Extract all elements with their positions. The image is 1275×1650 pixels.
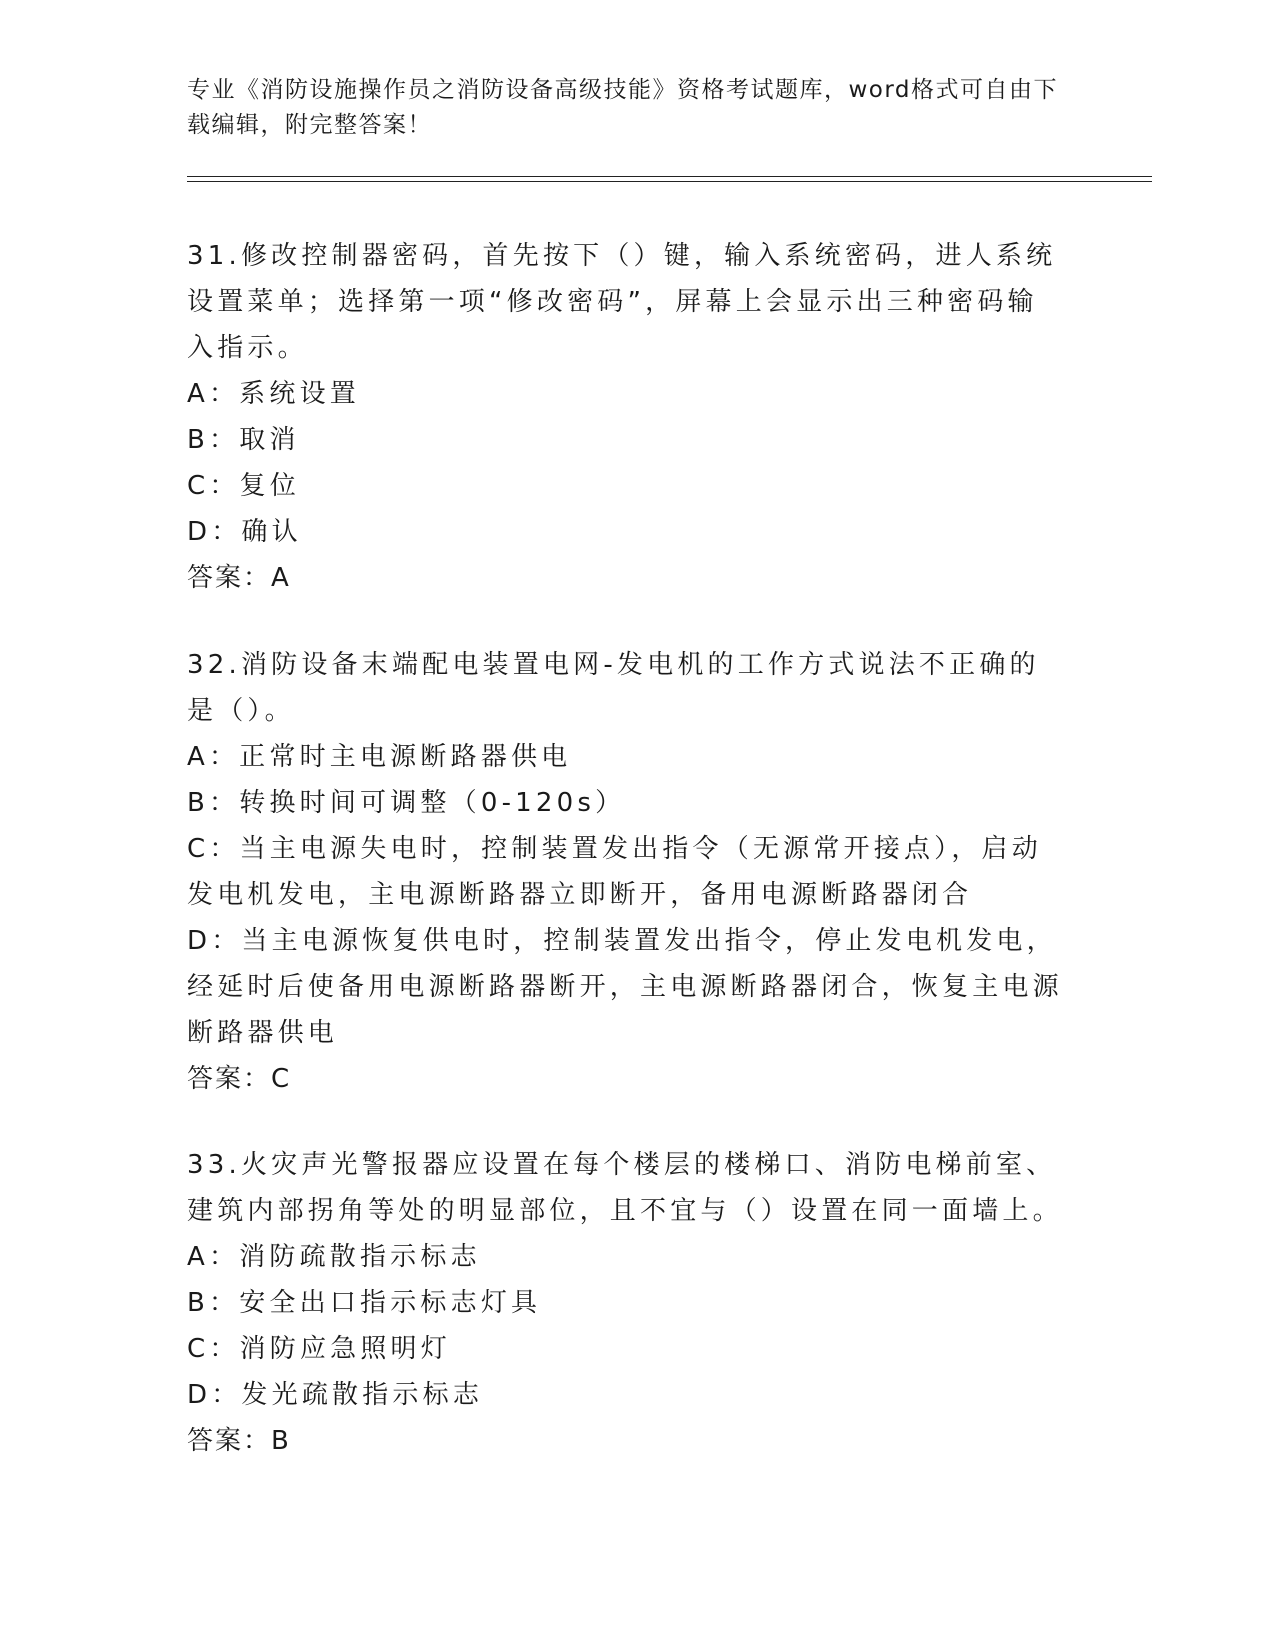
question-stem: 32.消防设备末端配电装置电网-发电机的工作方式说法不正确的是（）。 xyxy=(187,650,1040,726)
answer-line: 答案：B xyxy=(187,1426,291,1456)
option-d: D：确认 xyxy=(187,517,302,547)
question-stem: 31.修改控制器密码，首先按下（）键，输入系统密码，进人系统设置菜单；选择第一项“修改密码”，屏幕上会显示出三种密码输入指示。 xyxy=(187,241,1057,363)
option-b: B：安全出口指示标志灯具 xyxy=(187,1288,542,1318)
option-d: D：当主电源恢复供电时，控制装置发出指令，停止发电机发电，经延时后使备用电源断路器断开，主电源断路器闭合，恢复主电源断路器供电 xyxy=(187,926,1063,1048)
option-c: C：当主电源失电时，控制装置发出指令（无源常开接点），启动发电机发电，主电源断路器立即断开，备用电源断路器闭合 xyxy=(187,834,1042,910)
option-b: B：取消 xyxy=(187,425,300,455)
answer-line: 答案：C xyxy=(187,1064,292,1094)
option-c: C：复位 xyxy=(187,471,300,501)
option-b: B：转换时间可调整（0-120s） xyxy=(187,788,626,818)
option-a: A：系统设置 xyxy=(187,379,360,409)
question-32 xyxy=(187,642,1067,1102)
question-stem: 33.火灾声光警报器应设置在每个楼层的楼梯口、消防电梯前室、建筑内部拐角等处的明显部位，且不宜与（）设置在同一面墙上。 xyxy=(187,1150,1063,1226)
answer-line: 答案：A xyxy=(187,563,291,593)
option-d: D：发光疏散指示标志 xyxy=(187,1380,484,1410)
document-intro: 专业《消防设施操作员之消防设备高级技能》资格考试题库，word格式可自由下载编辑，附完整答案！ xyxy=(187,77,1059,138)
option-a: A：正常时主电源断路器供电 xyxy=(187,742,572,772)
option-a: A：消防疏散指示标志 xyxy=(187,1242,481,1272)
header-divider-top xyxy=(187,176,1152,177)
question-31 xyxy=(187,233,1067,601)
option-c: C：消防应急照明灯 xyxy=(187,1334,451,1364)
question-33 xyxy=(187,1142,1067,1464)
header-divider-bottom xyxy=(187,181,1152,182)
